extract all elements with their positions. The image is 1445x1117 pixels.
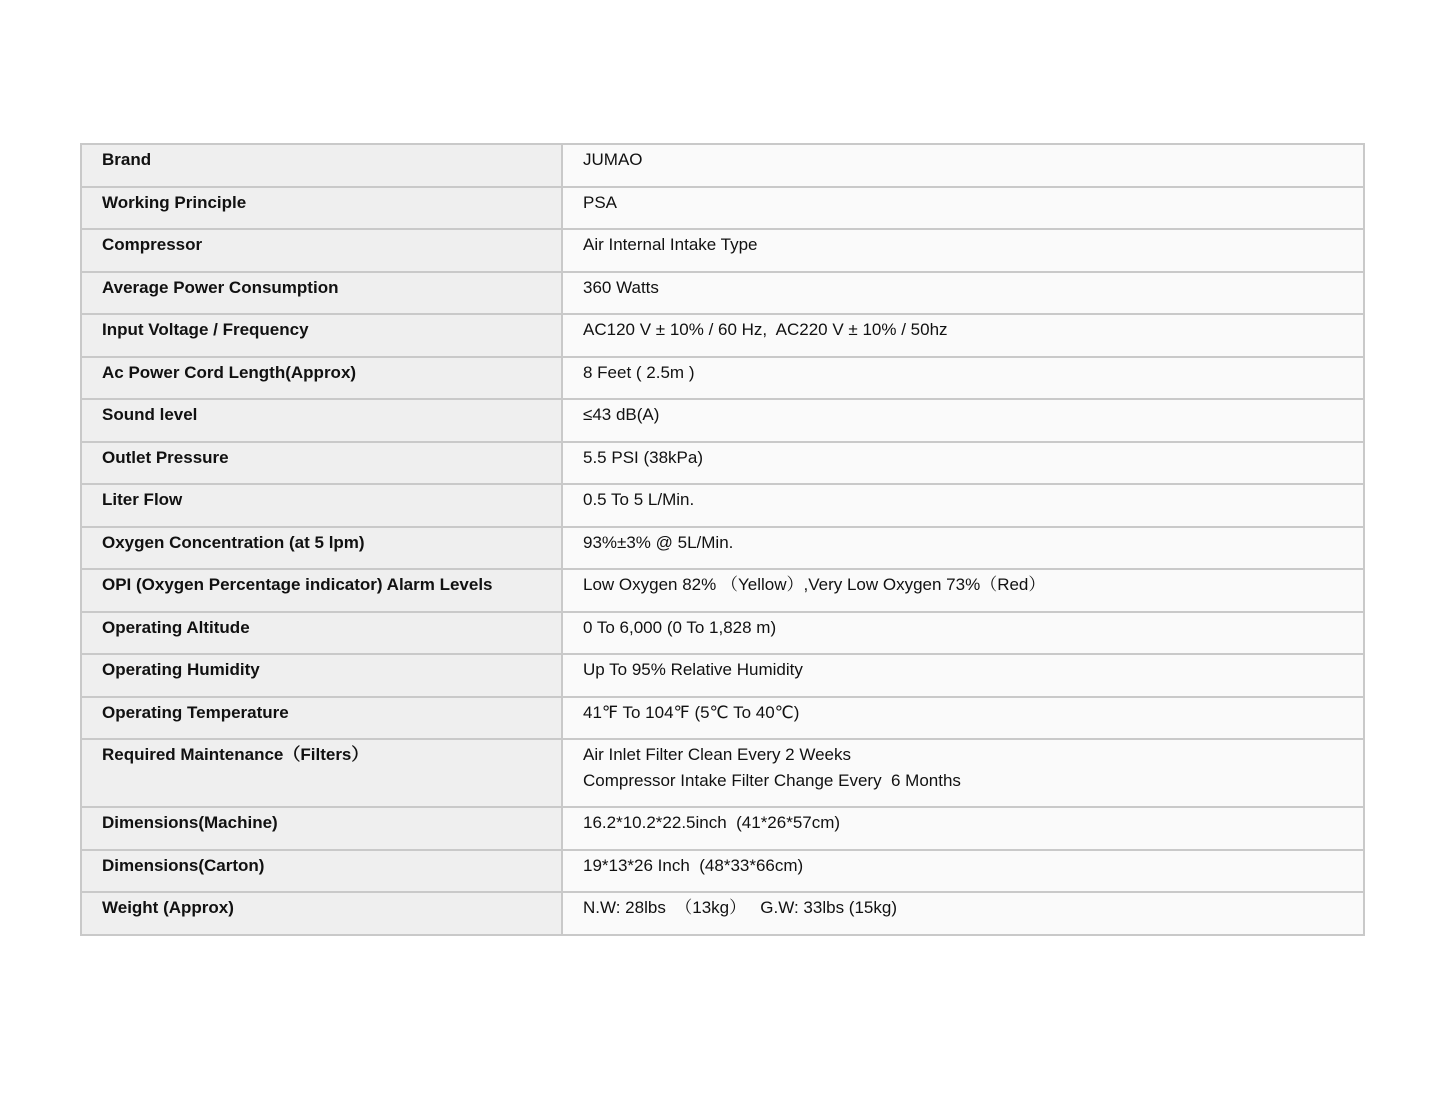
spec-value bbox=[562, 357, 1364, 400]
spec-label: Average Power Consumption bbox=[81, 272, 562, 315]
spec-value-line: ≤43 dB(A) bbox=[583, 405, 660, 424]
spec-label: Brand bbox=[81, 144, 562, 187]
spec-label: Oxygen Concentration (at 5 lpm) bbox=[81, 527, 562, 570]
table-row bbox=[81, 484, 1364, 527]
spec-value bbox=[562, 442, 1364, 485]
table-row bbox=[81, 144, 1364, 187]
spec-value bbox=[562, 229, 1364, 272]
spec-value bbox=[562, 272, 1364, 315]
spec-value-line: Up To 95% Relative Humidity bbox=[583, 660, 803, 679]
spec-value bbox=[562, 314, 1364, 357]
spec-value bbox=[562, 484, 1364, 527]
spec-label: Input Voltage / Frequency bbox=[81, 314, 562, 357]
spec-value-line: Air Internal Intake Type bbox=[583, 235, 758, 254]
spec-value bbox=[562, 527, 1364, 570]
spec-label: Liter Flow bbox=[81, 484, 562, 527]
spec-value-line: 16.2*10.2*22.5inch (41*26*57cm) bbox=[583, 813, 841, 832]
table-row bbox=[81, 697, 1364, 740]
spec-value-line: N.W: 28lbs （13kg） G.W: 33lbs (15kg) bbox=[583, 898, 897, 917]
spec-value-line: 0 To 6,000 (0 To 1,828 m) bbox=[583, 617, 777, 637]
spec-value-line: 41℉ To 104℉ (5℃ To 40℃) bbox=[583, 702, 800, 722]
table-row bbox=[81, 807, 1364, 850]
spec-value-line: 360 Watts bbox=[583, 277, 659, 297]
table-row bbox=[81, 229, 1364, 272]
spec-value bbox=[562, 892, 1364, 935]
table-row bbox=[81, 187, 1364, 230]
table-row bbox=[81, 314, 1364, 357]
spec-label: Operating Altitude bbox=[81, 612, 562, 655]
table-row bbox=[81, 399, 1364, 442]
table-row bbox=[81, 850, 1364, 893]
table-row bbox=[81, 569, 1364, 612]
spec-label: OPI (Oxygen Percentage indicator) Alarm Levels bbox=[81, 569, 562, 612]
table-row bbox=[81, 527, 1364, 570]
spec-label: Operating Humidity bbox=[81, 654, 562, 697]
table-row bbox=[81, 739, 1364, 807]
spec-value-line: 19*13*26 Inch (48*33*66cm) bbox=[583, 855, 804, 875]
spec-value-line: JUMAO bbox=[583, 150, 643, 169]
spec-value-line: 0.5 To 5 L/Min. bbox=[583, 490, 695, 509]
spec-table bbox=[80, 143, 1365, 936]
spec-value-line: Air Inlet Filter Clean Every 2 Weeks bbox=[583, 745, 851, 764]
spec-label: Sound level bbox=[81, 399, 562, 442]
table-row bbox=[81, 272, 1364, 315]
spec-label: Operating Temperature bbox=[81, 697, 562, 740]
spec-label: Weight (Approx) bbox=[81, 892, 562, 935]
spec-value bbox=[562, 850, 1364, 893]
spec-label: Required Maintenance（Filters） bbox=[81, 739, 562, 807]
spec-value-line: Low Oxygen 82% （Yellow）,Very Low Oxygen 73%（Red） bbox=[583, 575, 1046, 594]
table-row bbox=[81, 442, 1364, 485]
spec-value bbox=[562, 399, 1364, 442]
spec-value bbox=[562, 807, 1364, 850]
spec-table-body bbox=[81, 144, 1364, 935]
spec-label: Compressor bbox=[81, 229, 562, 272]
spec-value bbox=[562, 654, 1364, 697]
spec-value-line: 93%±3% @ 5L/Min. bbox=[583, 532, 734, 552]
spec-value bbox=[562, 697, 1364, 740]
spec-label: Outlet Pressure bbox=[81, 442, 562, 485]
spec-value bbox=[562, 187, 1364, 230]
spec-value-line: 5.5 PSI (38kPa) bbox=[583, 447, 704, 467]
spec-value-line: PSA bbox=[583, 192, 618, 212]
spec-value bbox=[562, 612, 1364, 655]
spec-value-line: 8 Feet ( 2.5m ) bbox=[583, 362, 695, 382]
spec-label: Dimensions(Machine) bbox=[81, 807, 562, 850]
spec-value bbox=[562, 569, 1364, 612]
table-row bbox=[81, 892, 1364, 935]
table-row bbox=[81, 357, 1364, 400]
spec-label: Working Principle bbox=[81, 187, 562, 230]
table-row bbox=[81, 654, 1364, 697]
table-row bbox=[81, 612, 1364, 655]
spec-value bbox=[562, 739, 1364, 807]
spec-value bbox=[562, 144, 1364, 187]
spec-value-line: AC120 V ± 10% / 60 Hz, AC220 V ± 10% / 50hz bbox=[583, 320, 948, 339]
spec-label: Dimensions(Carton) bbox=[81, 850, 562, 893]
spec-value-line: Compressor Intake Filter Change Every 6 Months bbox=[583, 771, 961, 790]
spec-label: Ac Power Cord Length(Approx) bbox=[81, 357, 562, 400]
